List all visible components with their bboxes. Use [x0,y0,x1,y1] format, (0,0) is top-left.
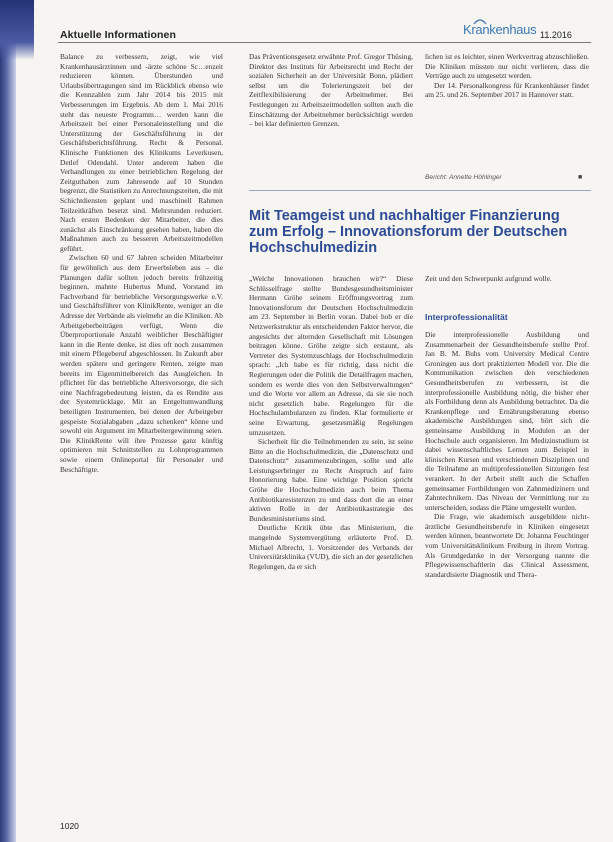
paragraph: Deutliche Kritik übte das Ministerium, die mangelnde Systemvergütung erläuterte Prof. D. Michael Albrecht, 1. Vorsitzender des Verbands der Universitätsklinika (VUD), die sich an der gesetzlichen Regelungen, da er sich [249,523,413,571]
column-right-intro [425,274,589,284]
paragraph: Das Präventionsgesetz erwähnte Prof. Gregor Thüsing, Direktor des Instituts für Arbeitsrecht und Recht der sozialen Sicherheit an der Universität Bonn, plädiert selbst um die Tolerierungszeit bei der Zeitflexibilisierung der Arbeitnehmer. Bei Festlegungen zu Arbeitszeitmodellen sollten auch die Einschätzung der Arbeitnehmer berücksichtigt werden – bei klar definierten Grenzen. [249,52,413,129]
page-number: 1020 [60,821,79,831]
paragraph: Zwischen 60 und 67 Jahren scheiden Mitarbeiter für gewöhnlich aus dem Erwerbsleben aus – die Planungen dafür sollten jedoch bereits frühzeitig beginnen, mahnte Hubertus Mund, Vorstand im Fachverband für betriebliche Versorgungswerke e.V. und Geschäftsführer von KlinikRente, weniger an die Adresse der Verbände als vielmehr an die Kliniken. Ab Arbeitgeberbeiträgen verfügt, Wenn die Überproportionale Anzahl weiblicher Beschäftigter kann in die Rente denke, ist dies oft noch zusammen mit einem Pflegeberuf abgeschlossen. In Zukunft aber werden spätere und geringere Renten, zeigte man bereits im Eigenmittelbereich das Ausgleichen. In pflichtet für das betriebliche Altersvorsorge, die sich eine Nachfragebedeutung leisten, da es Rendite aus der Systemrücklage. Mit an Entgeltumwandlung beteiligten Instrumenten, bei denen der Arbeitgeber gespeiste Sozialabgaben „dazu schenken“ könne und sowohl ein Argument im Mitarbeitergewinnung seien. Die KlinikRente will ihre Prozesse ganz künftig optimieren mit Schnittstellen zu Lohnprogrammen sowie einem Onlineportal für Personaler und Beschäftigte. [60,253,223,474]
column-right-top [425,52,589,100]
issue-number: 11.2016 [540,30,572,40]
paragraph: „Welche Innovationen brauchen wir?“ Diese Schlüsselfrage stellte Bundesgesundheitsminister Hermann Gröhe seinem Eröffnungsvortrag zum Innovationsforum der Deutschen Hochschulmedizin am 23. September in Berlin voran. Dabei hob er die Netzwerkstruktur als entscheidenden Faktor hervor, die angesichts der alternden Gesellschaft mit Lösungen beitragen könne. Gröhe zeigte sich erstaunt, als Vertreter des Systemzuschlags der Hochschulmedizin sprach: „Ich habe es für richtig, dass nicht die Regierungen oder die Politik die Detailfragen machen, sondern es werde dies von den Selbstverwaltungen“ und die Worte vor allem an Adresse, da sie sie noch nicht gesetzlich habe. Regelungen für die Hochschulambulanzen zu finden. Klar formulierte er seine Erwartung, gesetzesmäßig Regelungen umzusetzen. [249,274,413,437]
paragraph: Zeit und den Schwerpunkt aufgrund wolle. [425,274,552,283]
article-source: Bericht: Annette Höhlinger [425,174,502,181]
magazine-logo: Krankenhaus [463,22,537,37]
paragraph: Die Frage, wie akademisch ausgebildete nicht-ärztliche Gesundheitsberufe in Kliniken eingesetzt werden können, beantwortete Dr. Johanna Feuchtinger vom Universitätsklinikum Freiburg in ihrem Vortrag. Als Grundgedanke in der Versorgung nannte die Pflegewissenschaftlerin das Clinical Assessment, standardisierte Diagnostik und Thera- [425,512,589,579]
binding-corner [0,0,34,60]
paragraph: Sicherheit für die Teilnehmenden zu sein, ist seine Bitte an die Hochschulmedizin, die „Datenschutz und Datenschutz“ zusammenzubringen, sollte und alle Leistungserbringer zu Recht Anspruch auf faire Honorierung habe. Eine wichtige Position spricht Gröhe die Hochschulmedizin auch beim Thema Antibiotikaresistenzen zu und dass dort die an einer aktiven Rolle in der Antibiotikastrategie des Bundesministeriums sind. [249,437,413,523]
paragraph: Der 14. Personalkongress für Krankenhäuser findet am 25. und 26. September 2017 in Hannover statt. [425,80,589,100]
section-header: Aktuelle Informationen [60,29,176,41]
subheading: Interprofessionalität [425,312,508,322]
column-left [60,52,223,474]
binding-edge [0,0,16,842]
header-rule [58,42,591,43]
article-headline: Mit Teamgeist und nachhaltiger Finanzierung zum Erfolg – Innovationsforum der Deutschen Hochschulmedizin [249,208,568,257]
column-middle-top [249,52,413,129]
paragraph: lichen ist es leichter, einen Werkvertrag abzuschließen. Die Kliniken müssten nur nicht verlieren, dass die Verträge auch zu umgesetzt werden. [425,52,589,81]
paragraph: Die interprofessionelle Ausbildung und Zusammenarbeit der Gesundheitsberufe stellte Prof. Jan B. M. Buhs vom University Medical Centre Groningen aus dort praktizierten Modell vor. Die die Kommunikation zwischen den verschiedenen Gesundheitsberufen zu verbessern, ist die interprofessionelle Ausbildung nötig, die bisher eher als Fortbildung denn als Ausbildung betrachtet. Da die Krankenpflege und Ernährungsberatung ebenso akademische Ausbildungen sind, hört sich die gemeinsame Ausbildung in Modulen an der Hochschule auch organisieren. Im Medizinstudium ist dabei wissenschaftliches Lernen zum Beispiel in klinischen Kursen und verschiedenen Disziplinen und die Teilnahme an multiprofessionellen Sitzungen fest verankert. In der Arbeit stellt auch die Schaffen gemeinsamer Fortbildungen von Zahnmedizinern und Zahntechnikern. Das Niveau der Vermittlung nur zu unterscheiden, sodass die Pläne umgestellt wurden. [425,330,589,512]
article-separator [249,190,591,191]
column-middle-body [249,274,413,571]
paragraph: Balance zu verbessern, zeigt, wie viel Krankenhausärztinnen und -ärzte schöne Sc…enzeit reduzieren können. Überstunden und Urlaubsübertragungen sind im Rückblick ebenso wie die Kennzahlen zum Jahr 2014 bis 2015 mit Verbesserungen im Ergebnis. Ab dem 1. Mai 2016 steht das neueste Programm… werden kann die Arbeitszeit bei einer Personaleinstellung und die Unterstützung der Geschäftsführung in der Geschäftsberichtsführung. Recht & Personal. Klinische Funktionen des Klinikums Leverkusen, Detlef Odendahl. Unter anderem haben die Verhandlungen zu einer betrieblichen Regelung der Zeitguthaben zum Jahresende auf 10 Stunden begrenzt, die Statistiken zu Anrechnungszeiten, die mit Schichtdiensten geplant und maschinell Rahmen Teilzeitkräften besetzt sind. Mehrstunden reduziert. Nach ersten Bedenken der Mitarbeiter, die dies zunächst als Einschränkung gesehen haben, haben die Maßnahmen auch zu besseren Arbeitszeitmodellen geführt. [60,52,223,253]
column-right-body [425,330,589,579]
end-mark-icon: ■ [578,174,583,181]
